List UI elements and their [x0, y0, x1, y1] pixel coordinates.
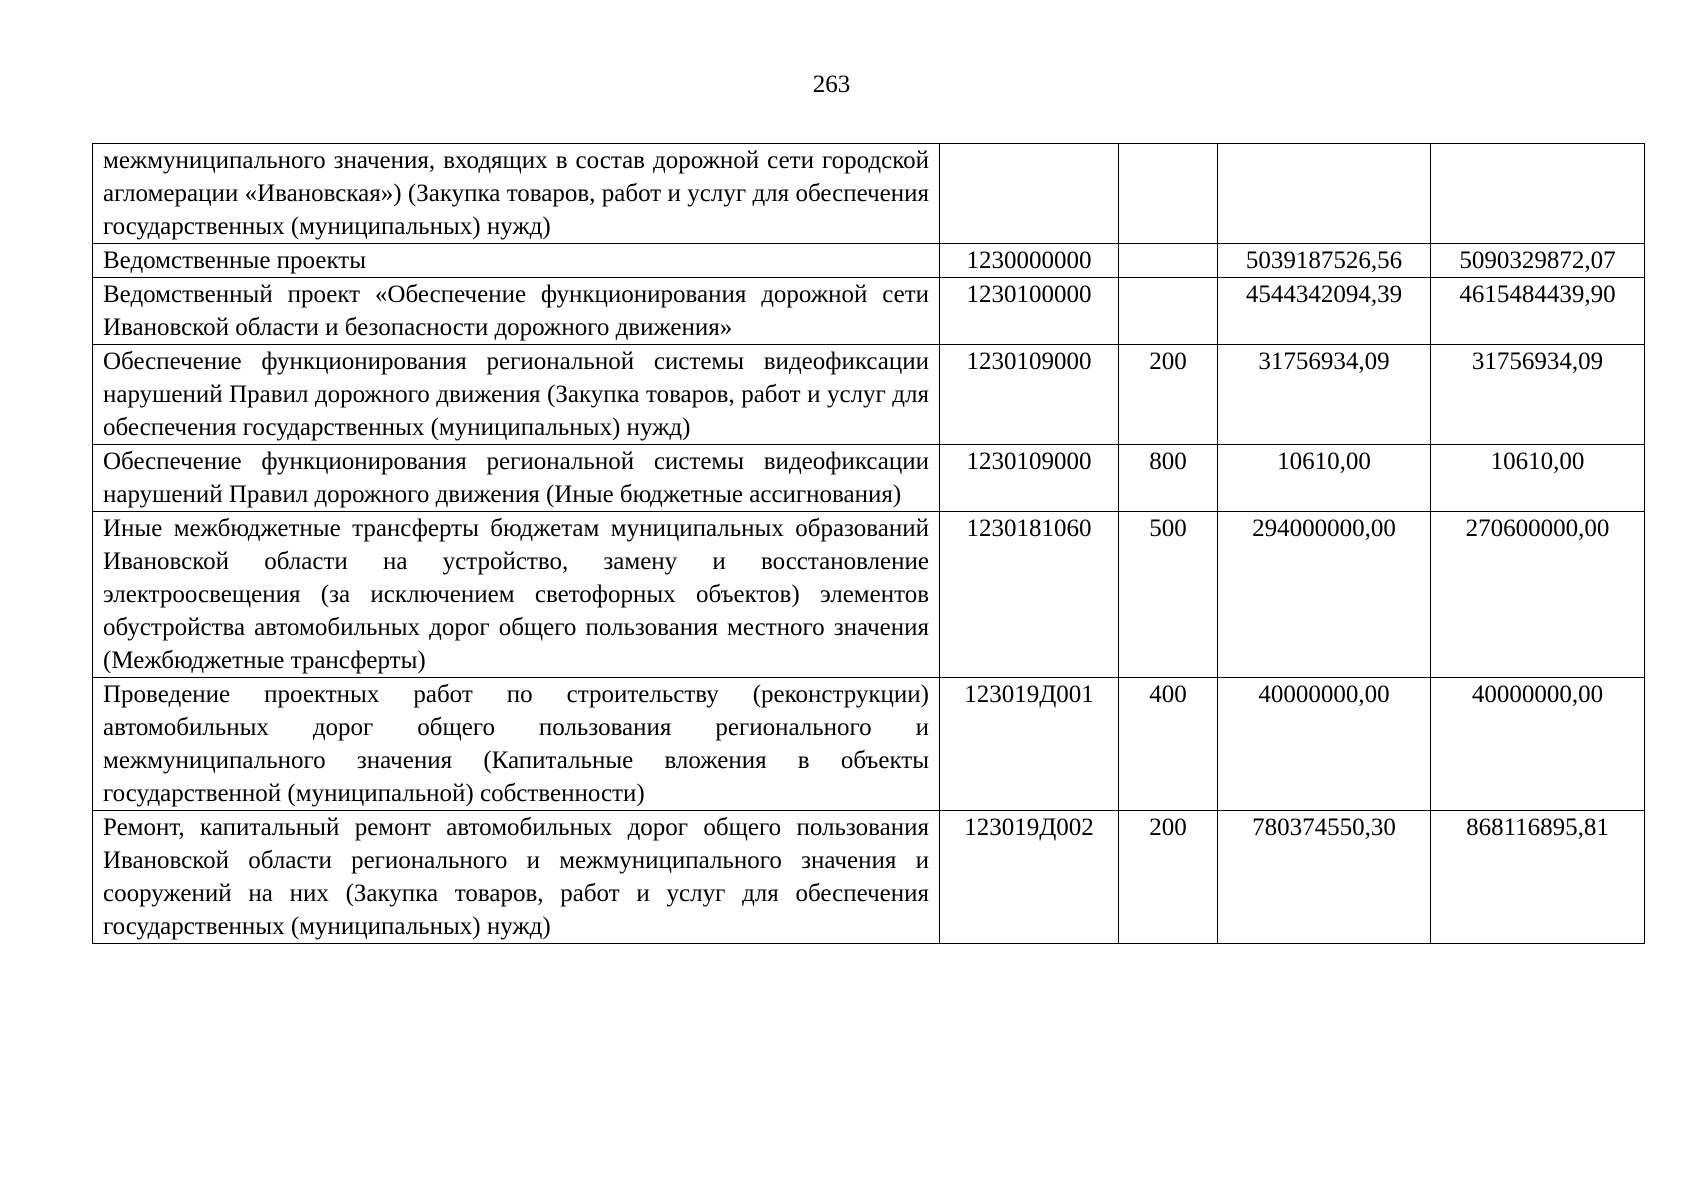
table-row: [93, 144, 1645, 244]
table-row: [93, 678, 1645, 811]
row-name-cell: Проведение проектных работ по строительству (реконструкции) автомобильных дорог общего пользования регионального и межмуниципального значения (Капитальные вложения в объекты государственной (муниципальной) собственности): [93, 678, 940, 811]
table-row: [93, 244, 1645, 278]
amount-first-year-cell: 5039187526,56: [1218, 244, 1431, 278]
expense-type-cell: 400: [1119, 678, 1218, 811]
expense-type-cell: 200: [1119, 811, 1218, 944]
amount-second-year-cell: [1431, 144, 1645, 244]
target-article-code-cell: 1230000000: [940, 244, 1119, 278]
table-row: [93, 811, 1645, 944]
amount-second-year-cell: 31756934,09: [1431, 345, 1645, 445]
expense-type-cell: [1119, 144, 1218, 244]
row-name-cell: Ведомственные проекты: [93, 244, 940, 278]
target-article-code-cell: 123019Д002: [940, 811, 1119, 944]
expense-type-cell: 200: [1119, 345, 1218, 445]
amount-first-year-cell: 294000000,00: [1218, 512, 1431, 678]
table-row: [93, 512, 1645, 678]
row-name-cell: межмуниципального значения, входящих в состав дорожной сети городской агломерации «Ивановская») (Закупка товаров, работ и услуг для обеспечения государственных (муниципальных) нужд): [93, 144, 940, 244]
amount-first-year-cell: 780374550,30: [1218, 811, 1431, 944]
expense-type-cell: 500: [1119, 512, 1218, 678]
expense-type-cell: [1119, 278, 1218, 345]
table-row: [93, 445, 1645, 512]
expense-type-cell: [1119, 244, 1218, 278]
budget-table: [92, 143, 1645, 944]
target-article-code-cell: 1230100000: [940, 278, 1119, 345]
amount-second-year-cell: 4615484439,90: [1431, 278, 1645, 345]
row-name-cell: Ведомственный проект «Обеспечение функционирования дорожной сети Ивановской области и безопасности дорожного движения»: [93, 278, 940, 345]
target-article-code-cell: 1230109000: [940, 445, 1119, 512]
target-article-code-cell: 1230181060: [940, 512, 1119, 678]
target-article-code-cell: 123019Д001: [940, 678, 1119, 811]
amount-second-year-cell: 868116895,81: [1431, 811, 1645, 944]
amount-second-year-cell: 270600000,00: [1431, 512, 1645, 678]
target-article-code-cell: 1230109000: [940, 345, 1119, 445]
amount-second-year-cell: 40000000,00: [1431, 678, 1645, 811]
amount-first-year-cell: [1218, 144, 1431, 244]
page-number: 263: [812, 71, 851, 98]
row-name-cell: Обеспечение функционирования региональной системы видеофиксации нарушений Правил дорожного движения (Иные бюджетные ассигнования): [93, 445, 940, 512]
amount-second-year-cell: 5090329872,07: [1431, 244, 1645, 278]
amount-first-year-cell: 10610,00: [1218, 445, 1431, 512]
amount-first-year-cell: 40000000,00: [1218, 678, 1431, 811]
table-row: [93, 278, 1645, 345]
table-row: [93, 345, 1645, 445]
row-name-cell: Иные межбюджетные трансферты бюджетам муниципальных образований Ивановской области на устройство, замену и восстановление электроосвещения (за исключением светофорных объектов) элементов обустройства автомобильных дорог общего пользования местного значения (Межбюджетные трансферты): [93, 512, 940, 678]
amount-first-year-cell: 31756934,09: [1218, 345, 1431, 445]
amount-first-year-cell: 4544342094,39: [1218, 278, 1431, 345]
target-article-code-cell: [940, 144, 1119, 244]
row-name-cell: Обеспечение функционирования региональной системы видеофиксации нарушений Правил дорожного движения (Закупка товаров, работ и услуг для обеспечения государственных (муниципальных) нужд): [93, 345, 940, 445]
row-name-cell: Ремонт, капитальный ремонт автомобильных дорог общего пользования Ивановской области регионального и межмуниципального значения и сооружений на них (Закупка товаров, работ и услуг для обеспечения государственных (муниципальных) нужд): [93, 811, 940, 944]
amount-second-year-cell: 10610,00: [1431, 445, 1645, 512]
expense-type-cell: 800: [1119, 445, 1218, 512]
